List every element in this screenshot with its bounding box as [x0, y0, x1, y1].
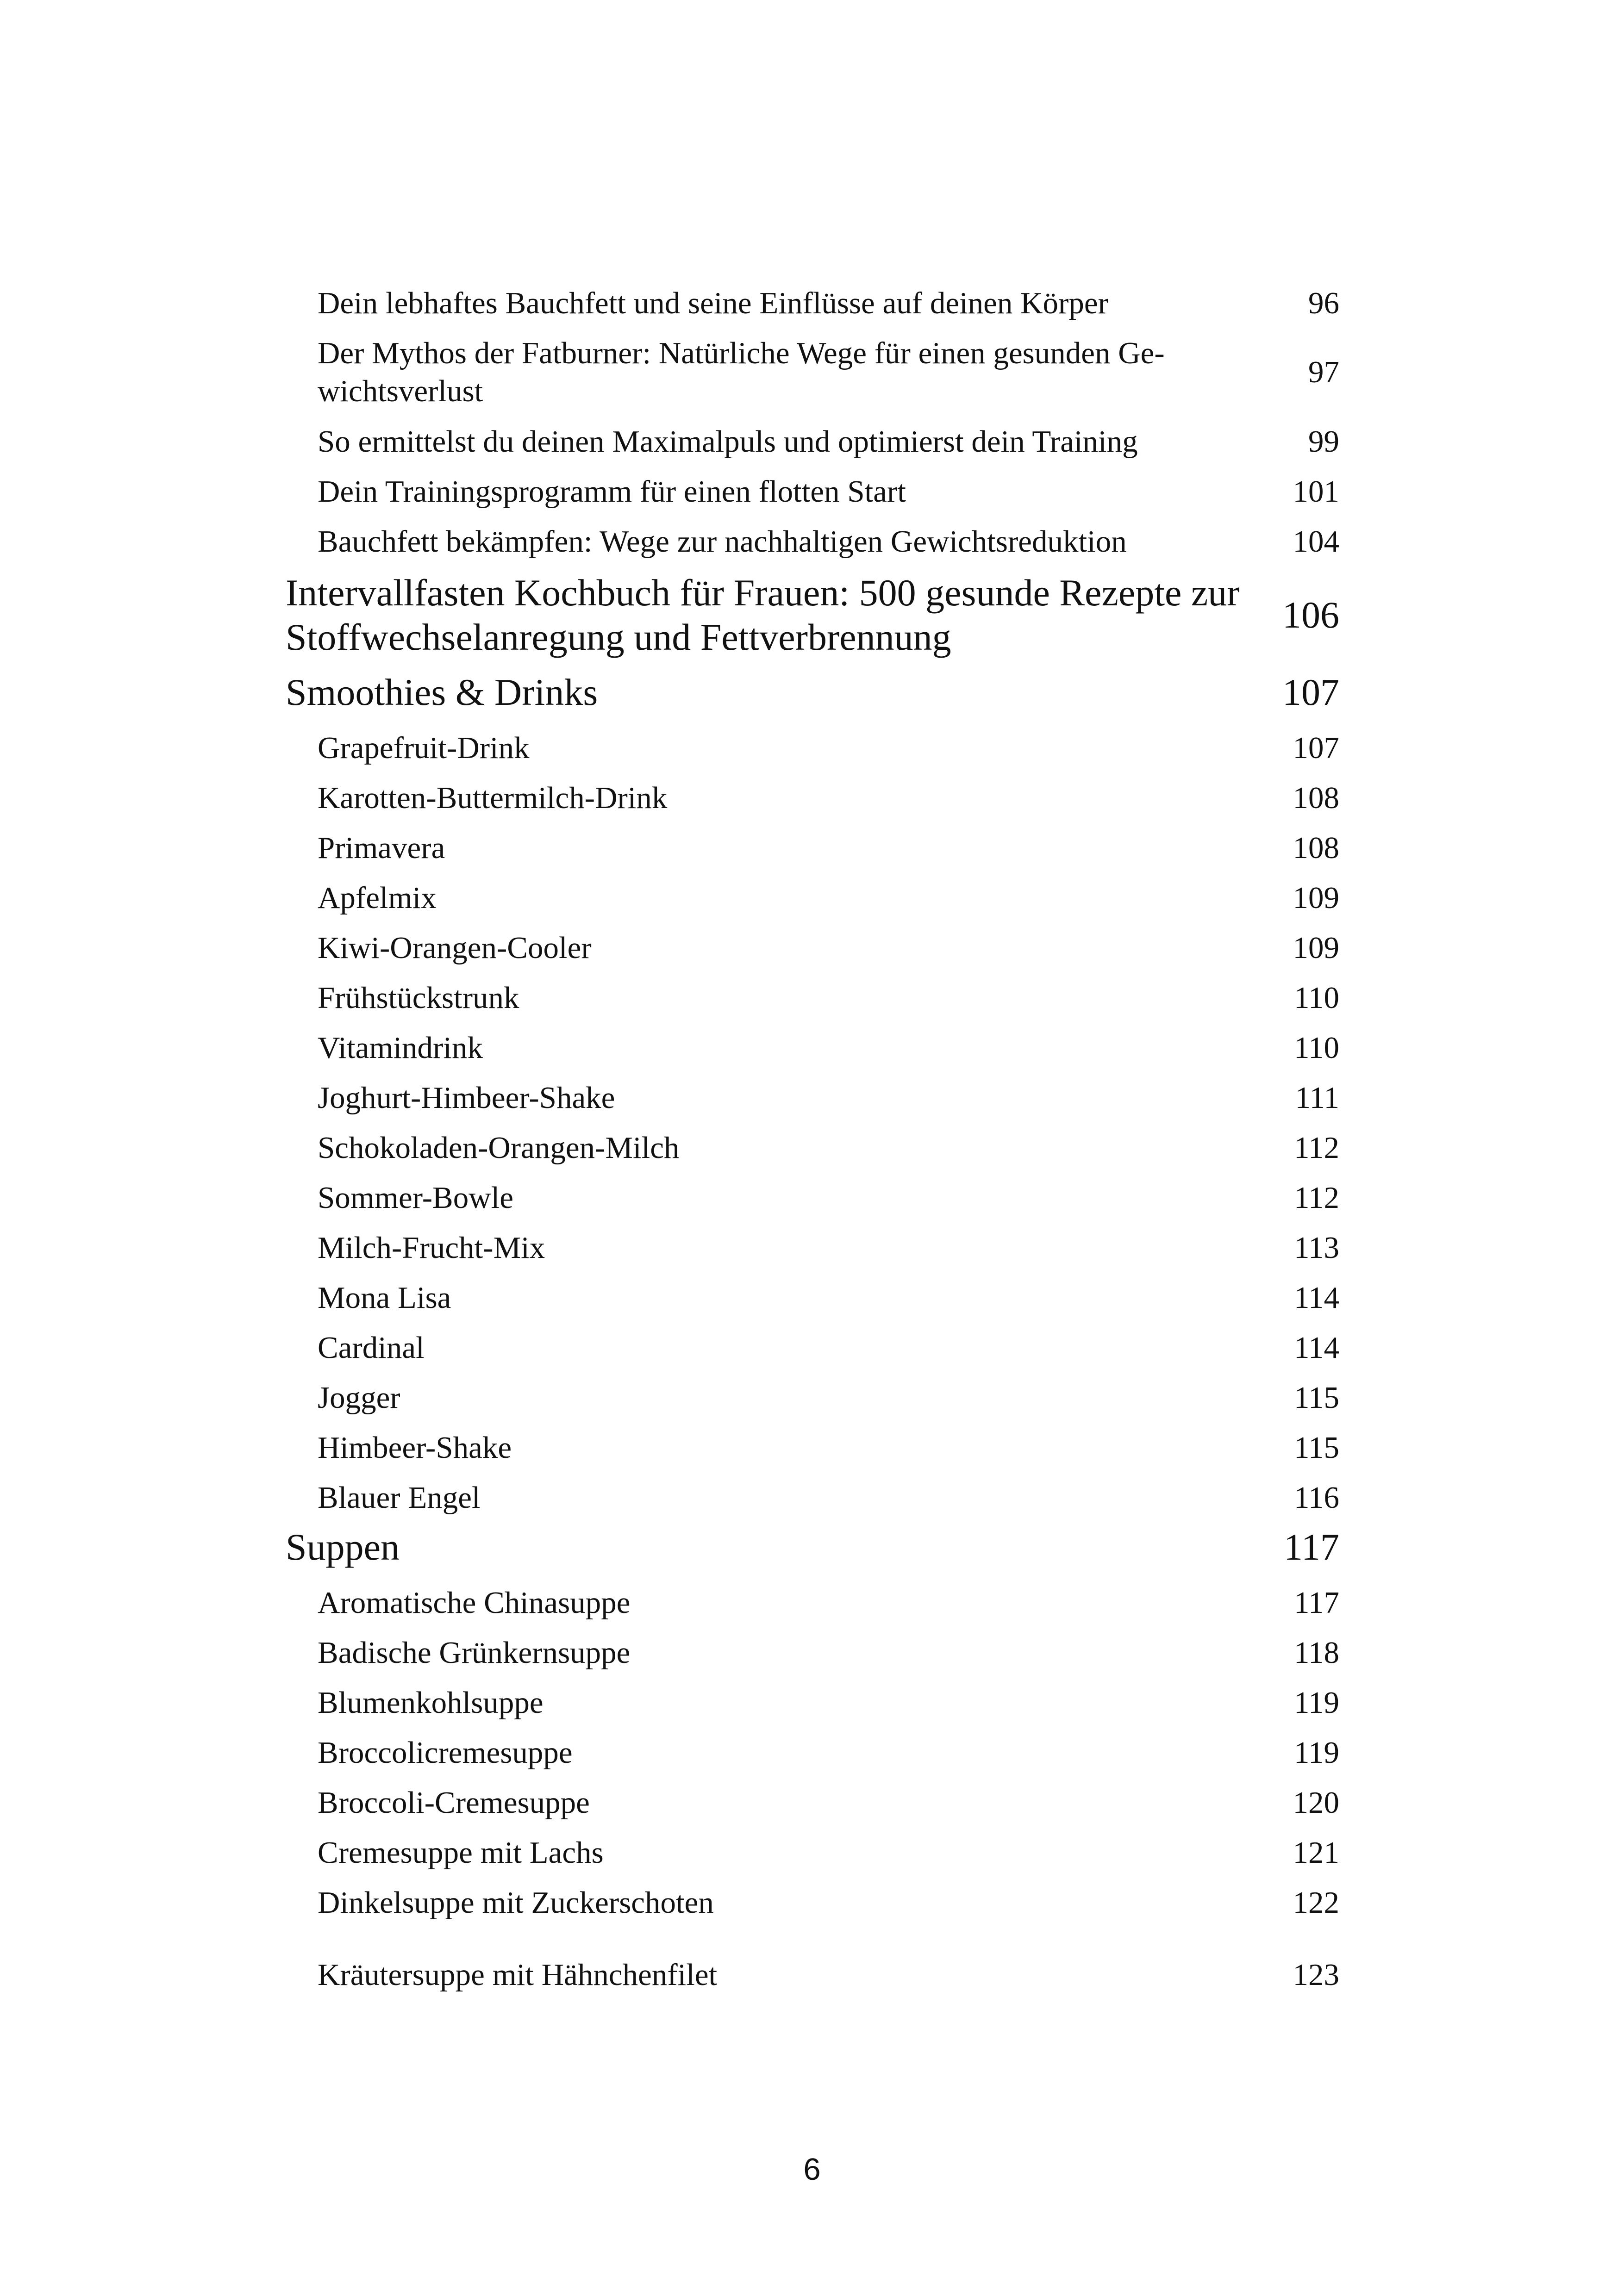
toc-entry-title: Karotten-Buttermilch-Drink — [318, 781, 668, 815]
toc-entry-title: Smoothies & Drinks — [286, 671, 598, 713]
toc-section-entry[interactable] — [286, 1684, 1339, 1722]
toc-entry-page: 97 — [1308, 355, 1339, 389]
toc-entry-page: 107 — [1282, 671, 1339, 713]
toc-entry-title: Badische Grünkernsuppe — [318, 1636, 631, 1670]
toc-entry-title: Joghurt-Himbeer-Shake — [318, 1081, 615, 1115]
toc-section-entry[interactable] — [286, 1956, 1339, 1994]
toc-entry-page: 114 — [1293, 1331, 1339, 1365]
toc-entry-title: Dein Trainingsprogramm für einen flotten Start — [318, 474, 906, 509]
toc-entry-page: 118 — [1293, 1636, 1339, 1670]
toc-entry-page: 113 — [1293, 1231, 1339, 1265]
toc-entry-page: 109 — [1293, 931, 1339, 965]
toc-section-entry[interactable] — [286, 473, 1339, 510]
toc-entry-page: 112 — [1293, 1131, 1339, 1165]
toc-chapter-entry[interactable] — [286, 670, 1339, 715]
toc-entry-page: 110 — [1293, 1031, 1339, 1065]
toc-section-entry[interactable] — [286, 523, 1339, 560]
toc-entry-title: So ermittelst du deinen Maximalpuls und optimierst dein Training — [318, 424, 1138, 459]
toc-entry-page: 109 — [1293, 881, 1339, 915]
toc-entry-title: Dein lebhaftes Bauchfett und seine Einflüsse auf deinen Körper — [318, 286, 1108, 320]
toc-entry-page: 96 — [1308, 286, 1339, 320]
toc-entry-title: Grapefruit-Drink — [318, 731, 530, 765]
toc-entry-title: Kiwi-Orangen-Cooler — [318, 931, 592, 965]
toc-entry-page: 110 — [1293, 981, 1339, 1015]
toc-entry-page: 117 — [1293, 1586, 1339, 1620]
toc-entry-page: 115 — [1293, 1431, 1339, 1465]
toc-section-entry[interactable] — [286, 423, 1339, 460]
toc-entry-title: Cremesuppe mit Lachs — [318, 1836, 604, 1870]
toc-entry-page: 120 — [1293, 1786, 1339, 1820]
toc-section-entry[interactable] — [286, 1079, 1339, 1117]
toc-entry-title: Jogger — [318, 1381, 400, 1415]
toc-entry-title: Bauchfett bekämpfen: Wege zur nachhaltigen Gewichtsreduktion — [318, 524, 1127, 559]
toc-section-entry[interactable] — [286, 1479, 1339, 1517]
toc-entry-page: 112 — [1293, 1181, 1339, 1215]
toc-section-entry[interactable] — [286, 1179, 1339, 1217]
toc-chapter-entry[interactable] — [286, 1525, 1339, 1569]
toc-entry-page: 117 — [1284, 1526, 1339, 1568]
toc-entry-title: Broccoli-Cremesuppe — [318, 1786, 590, 1820]
toc-section-entry[interactable] — [286, 1379, 1339, 1417]
toc-entry-page: 108 — [1293, 781, 1339, 815]
toc-section-entry[interactable] — [286, 729, 1339, 767]
toc-entry-title: Sommer-Bowle — [318, 1181, 513, 1215]
toc-entry-title: Himbeer-Shake — [318, 1431, 512, 1465]
toc-entry-title: Suppen — [286, 1526, 400, 1568]
toc-entry-page: 101 — [1293, 474, 1339, 509]
toc-entry-title: Apfelmix — [318, 881, 437, 915]
toc-entry-title: Mona Lisa — [318, 1281, 451, 1315]
toc-entry-title: Cardinal — [318, 1331, 425, 1365]
toc-entry-page: 119 — [1293, 1686, 1339, 1720]
toc-entry-page: 122 — [1293, 1885, 1339, 1920]
toc-section-entry[interactable] — [286, 1834, 1339, 1872]
toc-section-entry[interactable] — [286, 1329, 1339, 1367]
toc-section-entry[interactable] — [286, 779, 1339, 817]
toc-entry-title: Blauer Engel — [318, 1481, 481, 1515]
toc-section-entry[interactable] — [286, 1279, 1339, 1317]
toc-entry-page: 115 — [1293, 1381, 1339, 1415]
toc-section-entry[interactable] — [286, 334, 1339, 410]
toc-section-entry[interactable] — [286, 1129, 1339, 1167]
toc-section-entry[interactable] — [286, 829, 1339, 867]
toc-entry-title: Frühstückstrunk — [318, 981, 519, 1015]
toc-section-entry[interactable] — [286, 1429, 1339, 1467]
toc-entry-title: Schokoladen-Orangen-Milch — [318, 1131, 680, 1165]
toc-entry-title: Broccolicremesuppe — [318, 1736, 573, 1770]
toc-entry-page: 123 — [1293, 1958, 1339, 1992]
toc-entry-page: 107 — [1293, 731, 1339, 765]
toc-entry-title: Milch-Frucht-Mix — [318, 1231, 545, 1265]
toc-section-entry[interactable] — [286, 1884, 1339, 1922]
page-number: 6 — [803, 2152, 821, 2187]
toc-entry-title: Primavera — [318, 831, 445, 865]
toc-section-entry[interactable] — [286, 1584, 1339, 1622]
toc-entry-page: 104 — [1293, 524, 1339, 559]
toc-entry-page: 121 — [1293, 1836, 1339, 1870]
toc-entry-page: 108 — [1293, 831, 1339, 865]
toc-section-entry[interactable] — [286, 979, 1339, 1017]
toc-entry-page: 116 — [1293, 1481, 1339, 1515]
toc-entry-page: 99 — [1308, 424, 1339, 459]
toc-entry-page: 119 — [1293, 1736, 1339, 1770]
toc-section-entry[interactable] — [286, 1734, 1339, 1772]
toc-entry-title: Der Mythos der Fatburner: Natürliche Wege für einen gesunden Ge- wichtsverlust — [318, 336, 1165, 408]
toc-section-entry[interactable] — [286, 284, 1339, 322]
toc-entry-page: 111 — [1295, 1081, 1339, 1115]
toc-section-entry[interactable] — [286, 1029, 1339, 1067]
toc-section-entry[interactable] — [286, 879, 1339, 917]
toc-entry-title: Blumenkohlsuppe — [318, 1686, 543, 1720]
toc-entry-page: 106 — [1282, 594, 1339, 636]
toc-entry-page: 114 — [1293, 1281, 1339, 1315]
toc-entry-title: Dinkelsuppe mit Zuckerschoten — [318, 1885, 714, 1920]
toc-chapter-entry[interactable] — [286, 571, 1339, 660]
toc-section-entry[interactable] — [286, 1229, 1339, 1267]
toc-entry-title: Vitamindrink — [318, 1031, 483, 1065]
toc-entry-title: Aromatische Chinasuppe — [318, 1586, 631, 1620]
toc-section-entry[interactable] — [286, 929, 1339, 967]
toc-section-entry[interactable] — [286, 1784, 1339, 1822]
toc-section-entry[interactable] — [286, 1634, 1339, 1672]
toc-entry-title: Kräutersuppe mit Hähnchenfilet — [318, 1958, 718, 1992]
toc-entry-title: Intervallfasten Kochbuch für Frauen: 500 gesunde Rezepte zur Stoffwechselanregung und Fettverbrennung — [286, 572, 1240, 658]
